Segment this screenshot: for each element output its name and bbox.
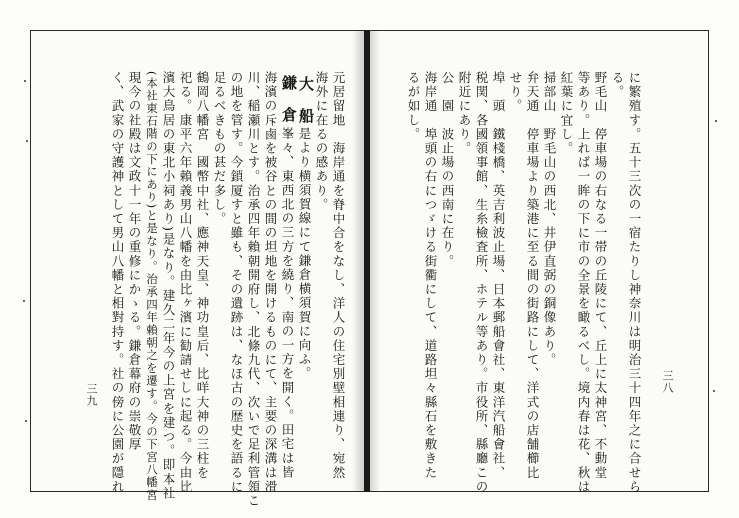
left-page-number: 三九	[85, 383, 98, 407]
text-column: 足るべきもの甚だ多し。	[212, 71, 227, 227]
right-page-number: 三八	[661, 370, 674, 394]
text-column: に繁殖す。五十三次の一宿たりし神奈川は明治三十四年之に合せら	[627, 71, 642, 494]
text-column: 是より横須賀線にて鎌倉横須賀に向ふ。	[297, 127, 312, 381]
text-column: 海外に在るの感あり。	[314, 71, 329, 212]
left-page	[30, 30, 367, 509]
text-column: 野毛山 停車場の右なる一帯の丘陵にて、丘上に太神宮、不動堂	[593, 71, 608, 480]
text-column: 等あり。上れば一眸の下に市の全景を瞰るべし。境内春は花、秋は	[576, 71, 591, 494]
text-column: く、武家の守護神として男山八幡と相對持す。社の傍に公園が隱れ	[110, 71, 125, 494]
text-column: 濱大鳥居の東北小祠あり)是なり。建久二年今の上宮を建つ。即本社	[161, 71, 176, 501]
scan-speck	[26, 140, 28, 142]
text-column: 現今の社殿は文政十一年の重修にかゝる。鎌倉幕府の崇敬厚	[127, 71, 142, 452]
text-column: せり。	[508, 71, 523, 114]
section-heading: 大 船	[297, 76, 315, 124]
scan-speck	[23, 300, 25, 302]
text-column: 税関、各國領事館、生糸檢査所、ホテル等あり。市役所、縣廳この	[474, 71, 489, 494]
section-heading: 鎌 倉	[280, 75, 298, 123]
text-column: 鶴岡八幡宮 國幣中社、應神天皇、神功皇后、比咩大神の三柱を	[195, 71, 210, 480]
text-column: 海岸通 埠頭の右につゞける街衢にして、道路坦々縣石を敷きた	[423, 71, 438, 480]
text-column: 掃部山 野毛山の西北、井伊直弼の銅像あり。	[542, 71, 557, 368]
text-column: の地を管す。今鎖厦すと雖も、その遺跡は、なほ古の歴史を語るに	[229, 71, 244, 494]
text-column: 祀る。康平六年賴義男山八幡を由比ヶ濱に勧請せしに起る。今由比	[178, 71, 193, 494]
text-column: るが如し。	[406, 71, 421, 142]
scan-speck	[24, 80, 26, 82]
text-column: 紅葉に宜し。	[559, 71, 574, 156]
text-column: 附近にあり。	[457, 71, 472, 156]
right-page	[369, 30, 709, 492]
text-column: る。	[610, 71, 625, 100]
text-column: 弁天通 停車場より築港に至る間の街路にして、洋式の店舗櫛比	[525, 71, 540, 480]
text-column: 川、稲瀬川とす。治承四年賴朝開府し、北條九代、次いで足利管領こ	[246, 71, 261, 509]
text-column: 海濱の斥鹵を被谷との間の坦地を開けるものにて、主要の深溝は滑	[263, 71, 278, 494]
scan-speck	[25, 420, 27, 422]
text-column: 峯々、東西北の三方を繞り、南の一方を開く。田宅は皆	[280, 127, 295, 480]
text-column: 元居留地 海岸通を脊中合をなし、洋人の住宅別壁相連り、宛然	[331, 71, 346, 480]
scan-speck	[715, 120, 717, 122]
text-column: 公 園 波止場の西南に在り。	[440, 71, 455, 269]
gutter-shadow	[352, 31, 364, 491]
text-column: 埠 頭 鐵棧橋、英吉利波止場、日本郵船會社、東洋汽船會社、	[491, 71, 506, 480]
scan-speck	[713, 390, 715, 392]
gutter-shadow	[370, 31, 380, 491]
text-column: (本社東石階の下にあり)と是なり。治承四年賴朝之を遷す。今の下宮八幡宮	[145, 71, 159, 502]
